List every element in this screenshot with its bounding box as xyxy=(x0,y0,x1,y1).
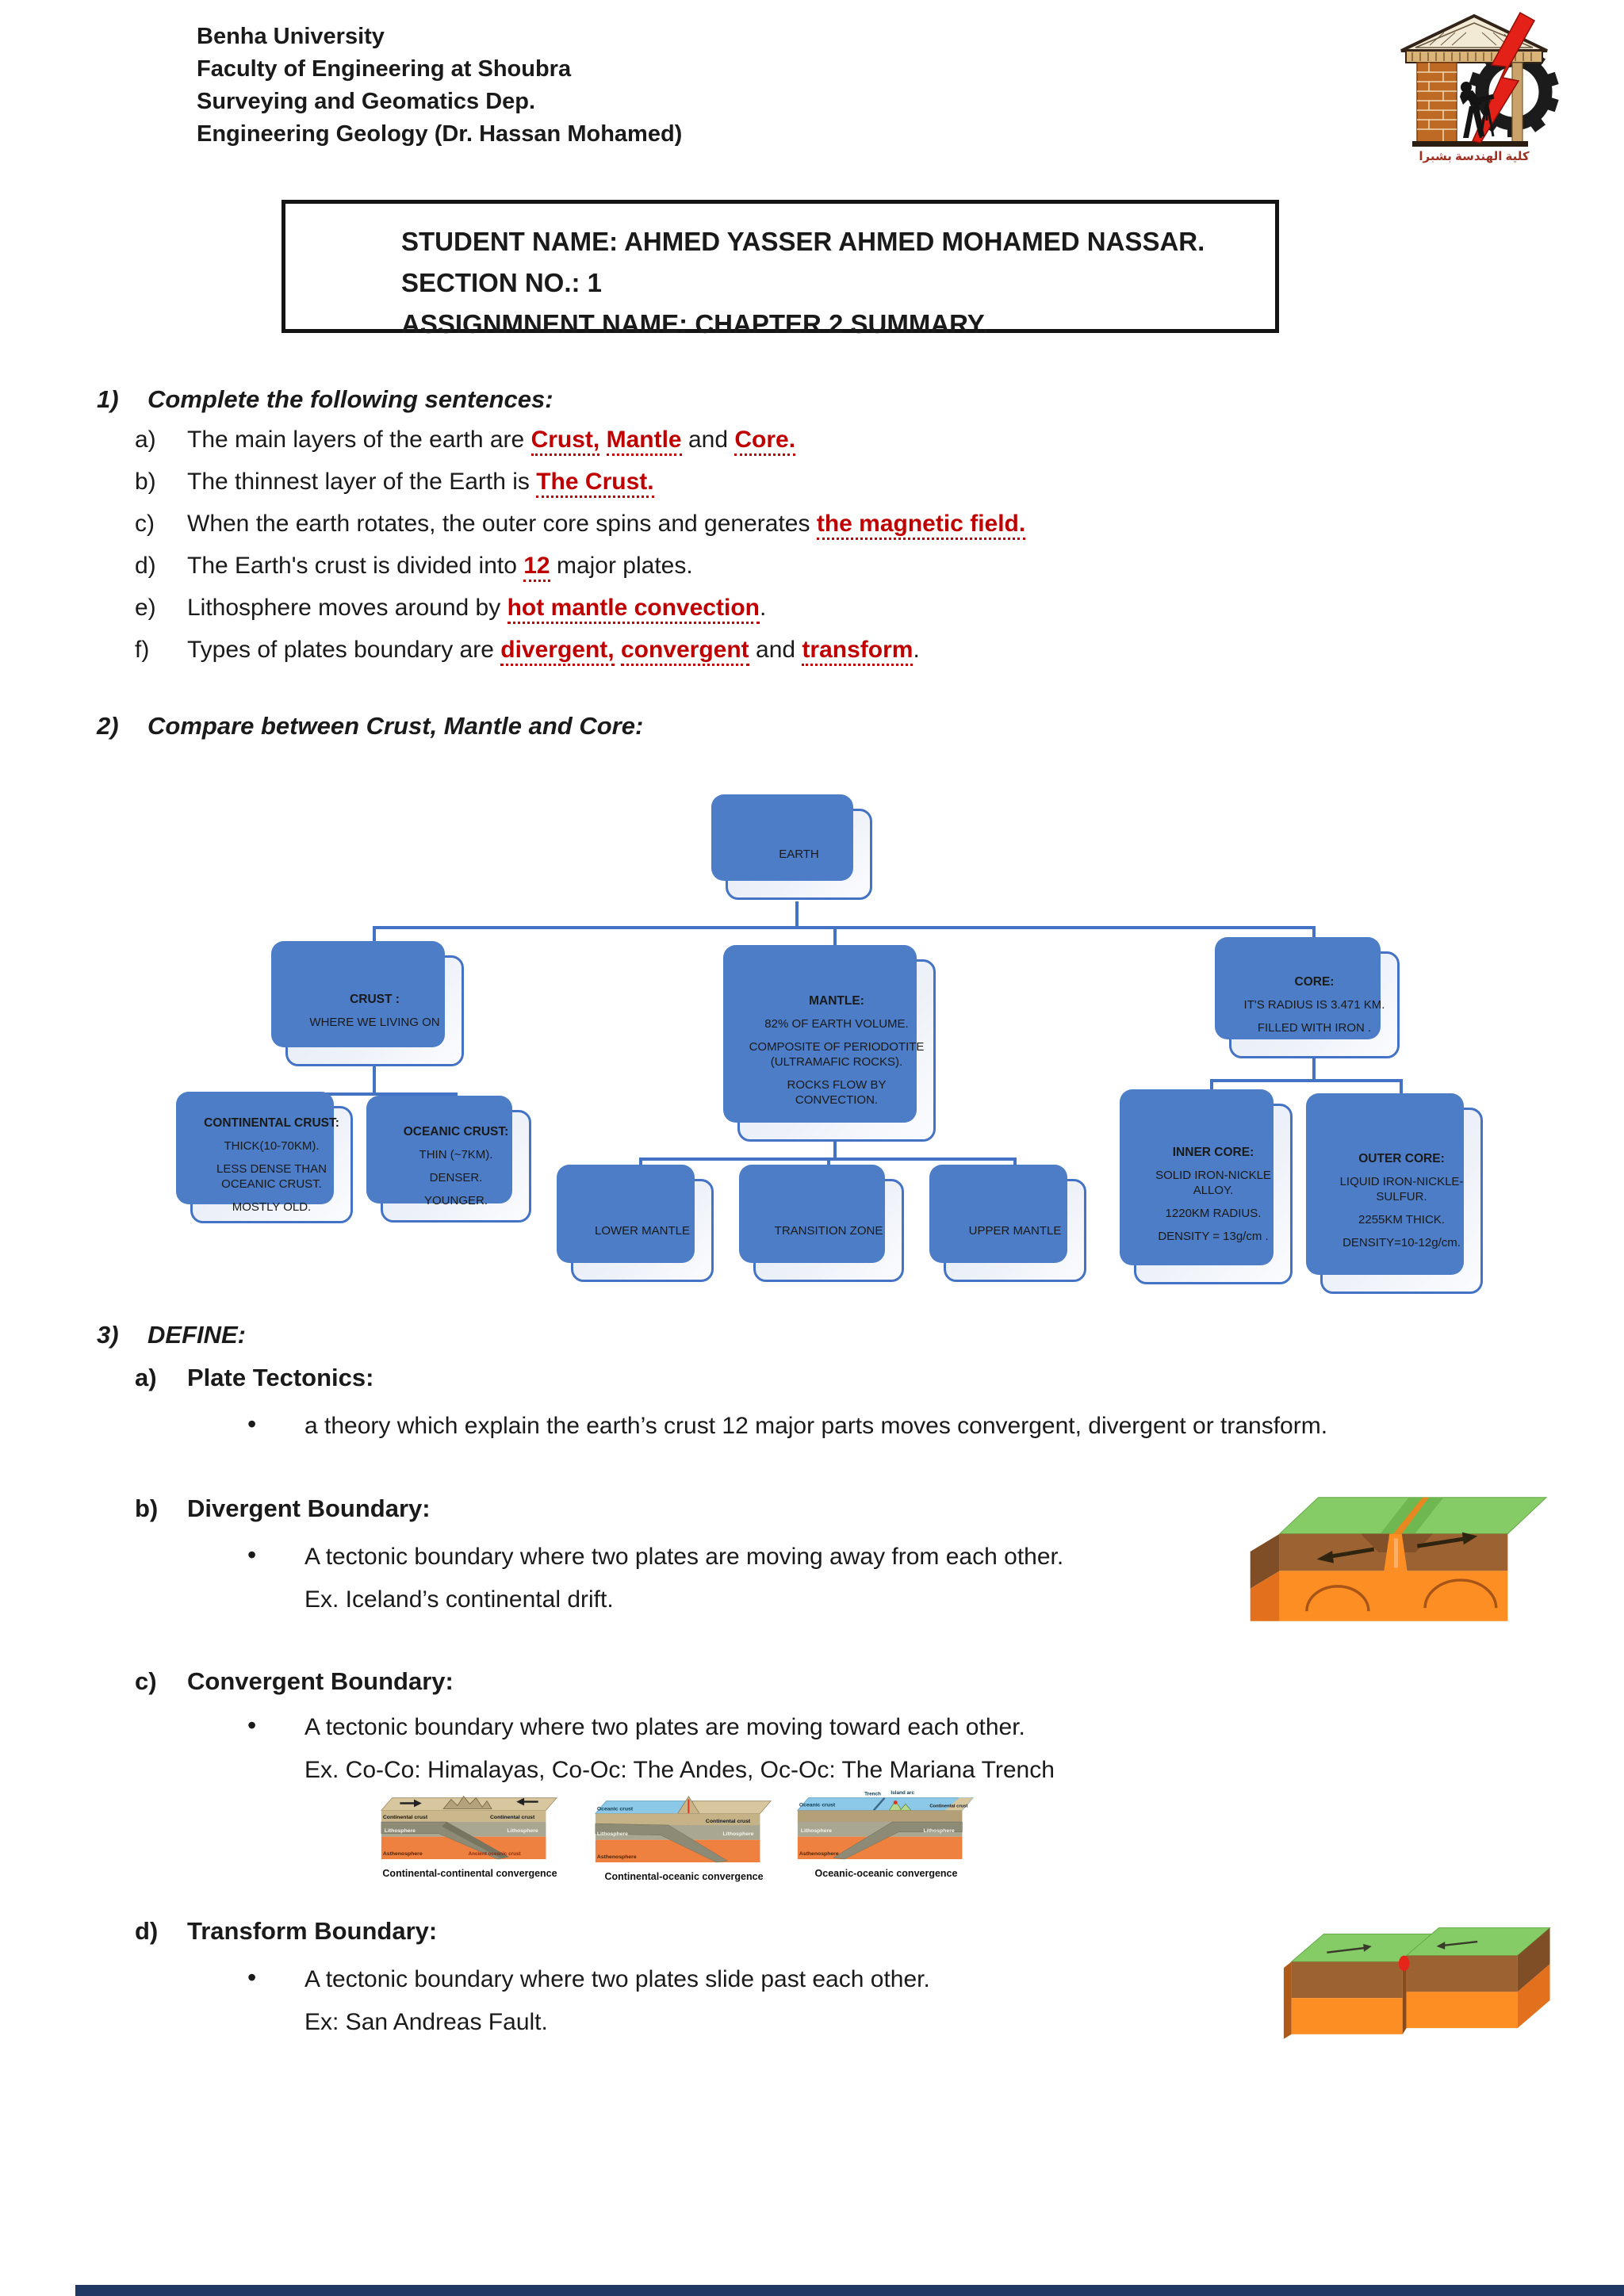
q1-segment: Lithosphere moves around by xyxy=(187,595,508,621)
q1-item-a xyxy=(135,423,1443,456)
q1-answer: The Crust. xyxy=(536,469,653,498)
q1-segment: Types of plates boundary are xyxy=(187,637,501,663)
node-line: DENSER. xyxy=(429,1171,483,1184)
q1-number: 1) xyxy=(97,385,119,413)
flowchart-connector xyxy=(373,926,1316,929)
flowchart-connector xyxy=(827,1158,830,1181)
q1-segment: The main layers of the earth are xyxy=(187,427,531,453)
header-line-4: Engineering Geology (Dr. Hassan Mohamed) xyxy=(197,121,683,147)
flowchart-node-transition-zone xyxy=(753,1179,904,1282)
def-transform-text: A tectonic boundary where two plates slide past each other. xyxy=(304,1966,930,1992)
q1-answer: the magnetic field. xyxy=(817,511,1025,540)
def-title: Convergent Boundary: xyxy=(187,1667,454,1695)
flowchart-connector xyxy=(1400,1079,1403,1109)
def-letter: d) xyxy=(135,1917,159,1945)
node-line: ROCKS FLOW BY CONVECTION. xyxy=(787,1078,887,1107)
def-plate-tectonics xyxy=(135,1364,373,1392)
svg-text:Island arc: Island arc xyxy=(891,1789,915,1796)
svg-text:Asthenosphere: Asthenosphere xyxy=(799,1851,839,1858)
q1-item-letter: c) xyxy=(135,511,155,537)
header-line-2: Faculty of Engineering at Shoubra xyxy=(197,56,572,82)
svg-text:Lithosphere: Lithosphere xyxy=(596,1831,629,1837)
q1-item-text xyxy=(187,633,920,666)
node-line: YOUNGER. xyxy=(423,1194,488,1207)
transform-boundary-image xyxy=(1281,1900,1566,2046)
q1-heading xyxy=(97,385,553,414)
flowchart-connector xyxy=(373,1065,376,1094)
q1-item-c xyxy=(135,507,1443,540)
def-title: Divergent Boundary: xyxy=(187,1494,431,1522)
section-number: SECTION NO.: 1 xyxy=(401,268,603,297)
bullet-icon xyxy=(247,1540,256,1570)
node-title: OUTER CORE: xyxy=(1358,1152,1445,1165)
bullet-icon xyxy=(247,1963,256,1992)
q1-answer: divergent, xyxy=(500,637,614,666)
logo-caption: كلية الهندسة بشبرا xyxy=(1419,150,1530,163)
node-title: CONTINENTAL CRUST: xyxy=(204,1115,339,1130)
divergent-boundary-image xyxy=(1241,1476,1550,1627)
q1-item-letter: f) xyxy=(135,637,150,663)
student-name: STUDENT NAME: AHMED YASSER AHMED MOHAMED NASSAR. xyxy=(401,227,1205,256)
q1-segment: and xyxy=(749,637,802,663)
q1-item-b xyxy=(135,465,1443,498)
svg-text:Oceanic crust: Oceanic crust xyxy=(596,1806,634,1812)
q1-item-letter: e) xyxy=(135,595,156,621)
node-line: 1220KM RADIUS. xyxy=(1165,1206,1262,1220)
q1-list xyxy=(135,423,1443,675)
convergence-figure-1 xyxy=(377,1785,563,1879)
def-divergent-example: Ex. Iceland’s continental drift. xyxy=(304,1586,614,1613)
convergence-image-oceanic-oceanic xyxy=(793,1785,979,1861)
q3-number: 3) xyxy=(97,1321,119,1349)
flowchart-connector xyxy=(373,926,376,958)
node-line: FILLED WITH IRON . xyxy=(1257,1021,1372,1035)
node-line: SOLID IRON-NICKLE ALLOY. xyxy=(1155,1168,1271,1197)
q1-item-text xyxy=(187,507,1025,540)
q1-item-letter: a) xyxy=(135,427,156,453)
flowchart-node-mantle xyxy=(737,959,936,1142)
node-title: CORE: xyxy=(1294,975,1335,989)
flowchart-node-upper-mantle xyxy=(944,1179,1086,1282)
flowchart-node-oceanic-crust xyxy=(381,1110,531,1223)
q1-item-f xyxy=(135,633,1443,666)
def-letter: c) xyxy=(135,1667,157,1695)
svg-text:Asthenosphere: Asthenosphere xyxy=(382,1851,423,1858)
convergence-figure-3 xyxy=(793,1785,979,1879)
q1-item-e xyxy=(135,591,1443,624)
q1-item-letter: b) xyxy=(135,469,156,495)
flowchart-connector xyxy=(270,1093,458,1096)
svg-text:Lithosphere: Lithosphere xyxy=(923,1827,955,1834)
flowchart-connector xyxy=(833,926,837,962)
q1-segment: and xyxy=(681,427,735,453)
q2-heading xyxy=(97,712,643,740)
flowchart-connector xyxy=(1210,1079,1403,1082)
q1-answer: Crust, xyxy=(531,427,600,456)
node-line: 82% OF EARTH VOLUME. xyxy=(764,1017,909,1031)
svg-text:Ancient oceanic crust: Ancient oceanic crust xyxy=(468,1851,521,1858)
flowchart-connector xyxy=(639,1158,642,1181)
q1-answer: transform xyxy=(802,637,913,666)
def-letter: a) xyxy=(135,1364,157,1391)
flowchart-node-earth xyxy=(726,809,872,900)
node-line: WHERE WE LIVING ON xyxy=(309,1016,440,1029)
convergence-caption-1: Continental-continental convergence xyxy=(382,1868,557,1879)
def-title: Transform Boundary: xyxy=(187,1917,438,1945)
q1-answer: hot mantle convection xyxy=(508,595,760,624)
node-line: EARTH xyxy=(779,848,819,861)
def-convergent-example: Ex. Co-Co: Himalayas, Co-Oc: The Andes, Oc-Oc: The Mariana Trench xyxy=(304,1757,1055,1783)
q1-item-d xyxy=(135,549,1443,582)
node-title: OCEANIC CRUST: xyxy=(403,1125,509,1138)
node-line: 2255KM THICK. xyxy=(1358,1213,1445,1226)
student-info-box xyxy=(282,200,1279,339)
svg-text:Lithosphere: Lithosphere xyxy=(722,1831,754,1837)
svg-text:Continental crust: Continental crust xyxy=(382,1815,428,1821)
flowchart-connector xyxy=(1013,1158,1017,1181)
q2-number: 2) xyxy=(97,712,119,740)
convergence-figure-2 xyxy=(591,1789,777,1882)
node-line: LIQUID IRON-NICKLE- SULFUR. xyxy=(1339,1175,1464,1203)
def-divergent-text: A tectonic boundary where two plates are moving away from each other. xyxy=(304,1544,1064,1570)
svg-text:Lithosphere: Lithosphere xyxy=(507,1827,538,1834)
def-title: Plate Tectonics: xyxy=(187,1364,374,1391)
svg-text:Continental crust: Continental crust xyxy=(489,1815,535,1821)
q1-segment: major plates. xyxy=(550,553,693,579)
svg-text:Lithosphere: Lithosphere xyxy=(384,1827,416,1834)
svg-text:Continental crust: Continental crust xyxy=(705,1819,751,1825)
flowchart-connector xyxy=(270,1093,273,1110)
q1-segment: The thinnest layer of the Earth is xyxy=(187,469,537,495)
node-line: TRANSITION ZONE xyxy=(774,1223,883,1238)
svg-text:Lithosphere: Lithosphere xyxy=(800,1827,832,1834)
def-transform-example: Ex: San Andreas Fault. xyxy=(304,2009,548,2035)
q1-segment: The Earth's crust is divided into xyxy=(187,553,524,579)
svg-text:Asthenosphere: Asthenosphere xyxy=(596,1854,637,1861)
node-line: THICK(10-70KM). xyxy=(224,1138,320,1153)
bullet-icon xyxy=(247,1711,256,1740)
flowchart-node-core xyxy=(1229,951,1400,1058)
q1-segment: When the earth rotates, the outer core spins and generates xyxy=(187,511,817,537)
q1-segment: . xyxy=(759,595,767,621)
q1-item-text xyxy=(187,549,693,582)
header-line-3: Surveying and Geomatics Dep. xyxy=(197,89,536,114)
def-convergent-text: A tectonic boundary where two plates are moving toward each other. xyxy=(304,1714,1025,1740)
def-divergent xyxy=(135,1494,431,1523)
earthquake-focus xyxy=(1399,1956,1410,1971)
page-bottom-bar xyxy=(75,2285,1624,2296)
flowchart-node-continental-crust xyxy=(190,1106,353,1223)
svg-text:Oceanic crust: Oceanic crust xyxy=(799,1802,836,1808)
node-line: COMPOSITE OF PERIODOTITE (ULTRAMAFIC ROCKS). xyxy=(749,1040,925,1069)
q1-answer: convergent xyxy=(621,637,749,666)
node-line: UPPER MANTLE xyxy=(968,1223,1062,1238)
def-convergent xyxy=(135,1667,454,1696)
convergence-caption-3: Oceanic-oceanic convergence xyxy=(814,1868,958,1879)
q1-item-text xyxy=(187,423,795,456)
flowchart-connector xyxy=(454,1093,458,1113)
node-line: DENSITY=10-12g/cm. xyxy=(1342,1236,1461,1249)
flowchart-node-inner-core xyxy=(1134,1104,1293,1284)
flowchart-connector xyxy=(795,901,799,928)
node-title: CRUST : xyxy=(350,993,400,1006)
def-plate-tectonics-text: a theory which explain the earth’s crust 12 major parts moves convergent, divergent or transform. xyxy=(304,1413,1328,1439)
convergence-caption-2: Continental-oceanic convergence xyxy=(604,1871,764,1882)
q1-segment xyxy=(599,427,606,453)
flowchart-node-lower-mantle xyxy=(571,1179,714,1282)
header-line-1: Benha University xyxy=(197,24,385,49)
q1-answer: 12 xyxy=(523,553,550,582)
q3-heading xyxy=(97,1321,246,1349)
flowchart-connector xyxy=(639,1158,1017,1161)
node-line: DENSITY = 13g/cm . xyxy=(1158,1229,1269,1243)
flowchart-connector xyxy=(1312,926,1316,954)
bullet-icon xyxy=(247,1410,256,1439)
q1-segment xyxy=(615,637,621,663)
def-letter: b) xyxy=(135,1494,159,1522)
q1-item-text xyxy=(187,465,654,498)
assignment-name: ASSIGNMNENT NAME: CHAPTER 2 SUMMARY. xyxy=(401,309,990,339)
node-line: MOSTLY OLD. xyxy=(232,1200,312,1214)
node-line: IT'S RADIUS IS 3.471 KM. xyxy=(1243,998,1385,1012)
university-header xyxy=(197,21,682,151)
q1-title: Complete the following sentences: xyxy=(147,385,553,413)
q1-item-text xyxy=(187,591,766,624)
node-line: THIN (~7KM). xyxy=(419,1148,493,1161)
node-title: MANTLE: xyxy=(809,994,864,1008)
q1-answer: Core. xyxy=(734,427,795,456)
q1-item-letter: d) xyxy=(135,553,156,579)
node-line: LESS DENSE THAN OCEANIC CRUST. xyxy=(216,1161,327,1191)
flowchart-connector xyxy=(1210,1079,1213,1105)
q2-title: Compare between Crust, Mantle and Core: xyxy=(147,712,644,740)
q1-answer: Mantle xyxy=(607,427,682,456)
def-transform xyxy=(135,1917,437,1946)
svg-text:Continental crust: Continental crust xyxy=(929,1804,968,1809)
faculty-logo xyxy=(1393,8,1572,166)
flowchart-node-crust xyxy=(285,955,464,1066)
node-line: LOWER MANTLE xyxy=(594,1223,690,1238)
node-title: INNER CORE: xyxy=(1172,1145,1254,1159)
convergence-image-continental-oceanic xyxy=(591,1789,777,1864)
convergence-image-continental-continental xyxy=(377,1785,563,1861)
q3-title: DEFINE: xyxy=(147,1321,246,1349)
flowchart-connector xyxy=(1312,1057,1316,1082)
q1-segment: . xyxy=(913,637,920,663)
flowchart-node-outer-core xyxy=(1320,1108,1483,1294)
svg-text:Trench: Trench xyxy=(864,1791,881,1797)
flowchart-connector xyxy=(833,1140,837,1161)
